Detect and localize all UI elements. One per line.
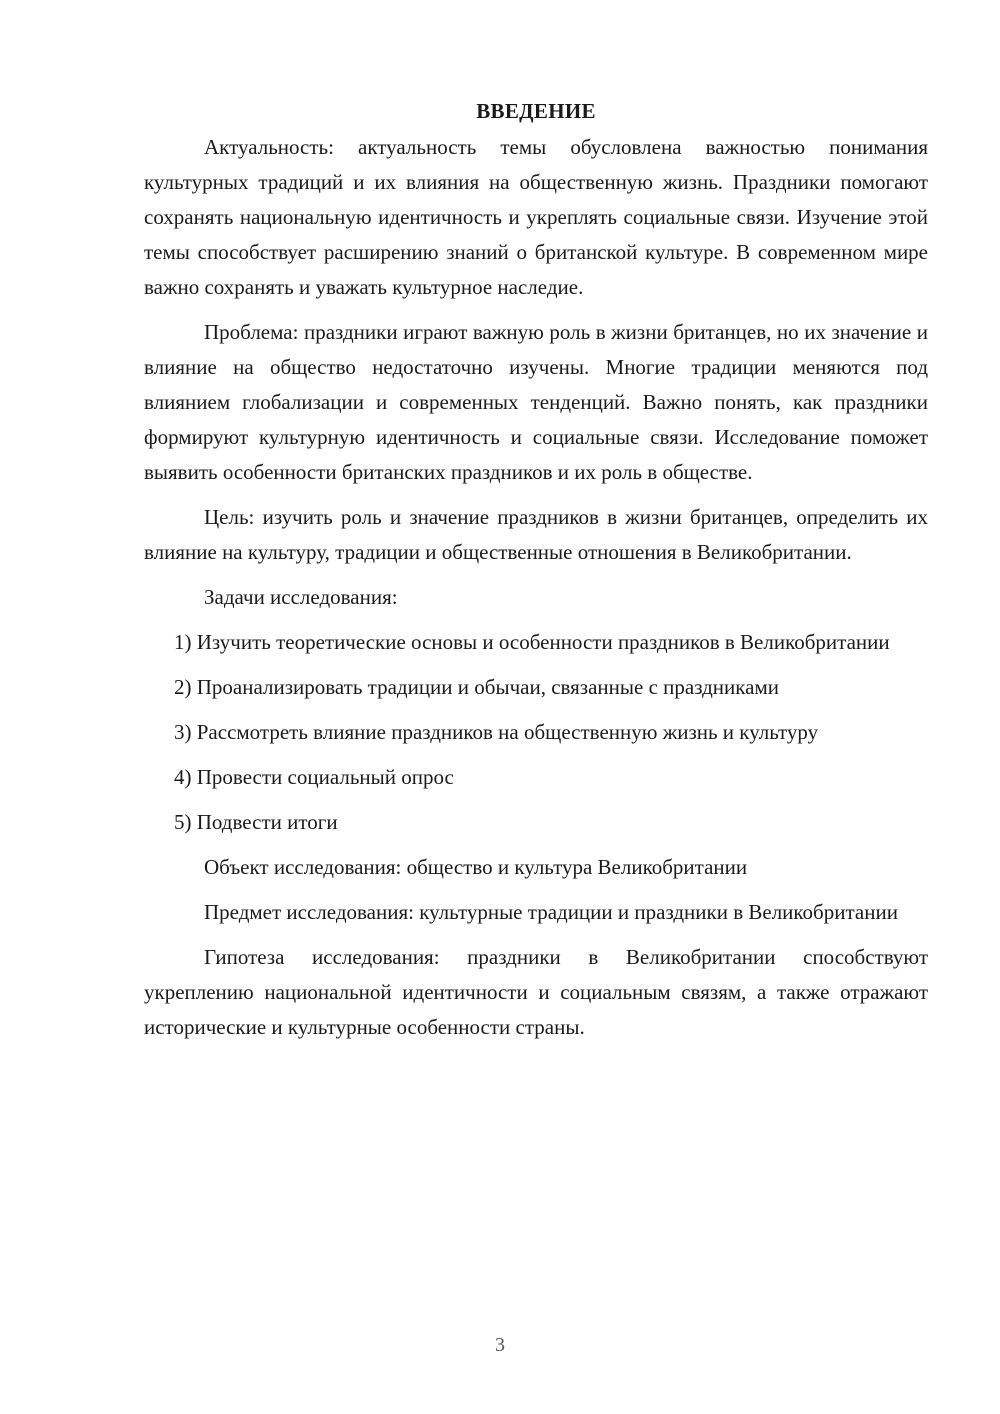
problem-paragraph: Проблема: праздники играют важную роль в жизни британцев, но их значение и влияние на общество недостаточно изучены. Многие традиции меняются под влиянием глобализации и современных тенденций. Важно понять, как праздники формируют культурную идентичность и социальные связи. Исследование поможет выявить особенности британских праздников и их роль в обществе. [144, 320, 928, 484]
task-item: 2) Проанализировать традиции и обычаи, связанные с праздниками [174, 675, 780, 699]
hypothesis-paragraph: Гипотеза исследования: праздники в Великобритании способствуют укреплению национальной идентичности и социальным связям, а также отражают исторические и культурные особенности страны. [144, 945, 928, 1039]
task-item: 1) Изучить теоретические основы и особенности праздников в Великобритании [174, 630, 890, 654]
research-object-paragraph: Объект исследования: общество и культура Великобритании [204, 855, 748, 879]
task-item: 3) Рассмотреть влияние праздников на общественную жизнь и культуру [174, 720, 819, 744]
page-content [144, 96, 928, 1055]
research-subject-paragraph: Предмет исследования: культурные традиции и праздники в Великобритании [204, 900, 898, 924]
relevance-paragraph: Актуальность: актуальность темы обусловлена важностью понимания культурных традиций и их влияния на общественную жизнь. Праздники помогают сохранять национальную идентичность и укреплять социальные связи. Изучение этой темы способствует расширению знаний о британской культуре. В современном мире важно сохранять и уважать культурное наследие. [144, 135, 928, 299]
section-title: ВВЕДЕНИЕ [476, 99, 596, 123]
task-item: 5) Подвести итоги [174, 810, 338, 834]
task-item: 4) Провести социальный опрос [174, 765, 454, 789]
goal-paragraph: Цель: изучить роль и значение праздников в жизни британцев, определить их влияние на культуру, традиции и общественные отношения в Великобритании. [144, 505, 928, 564]
tasks-heading: Задачи исследования: [204, 585, 398, 609]
page-number: 3 [495, 1334, 505, 1356]
